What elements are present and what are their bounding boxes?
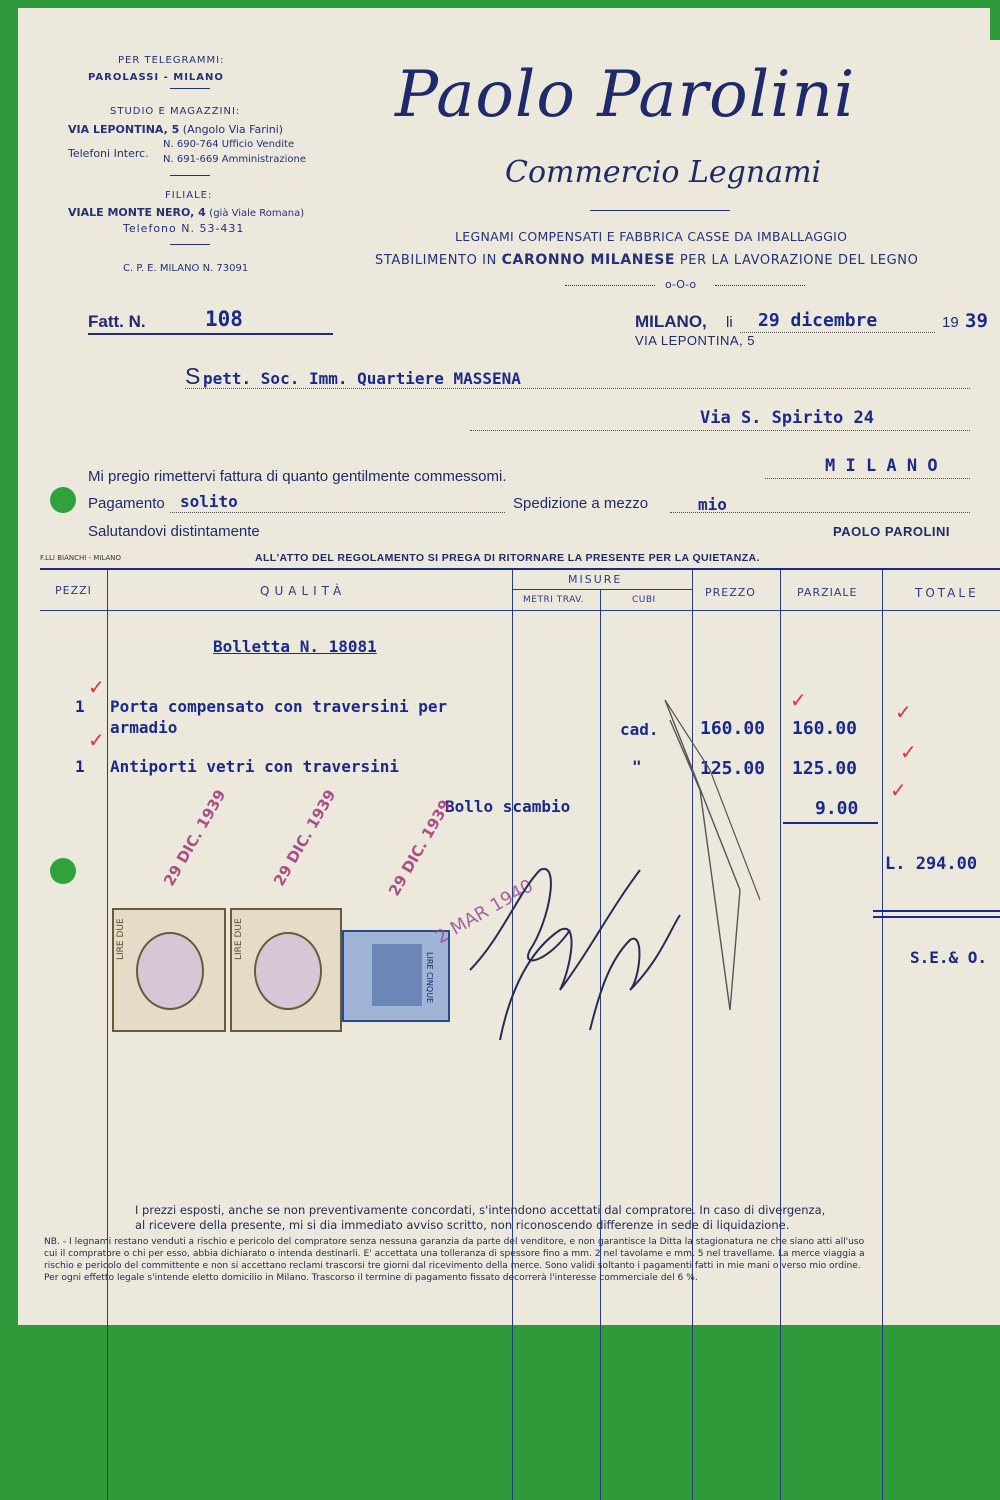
phones-label: Telefoni Interc. bbox=[68, 147, 149, 160]
footer-nb-1: NB. - I legnami restano venduti a rischio e pericolo del compratore senza nessuna garanzia da parte del venditore, e non garantisce la Ditta la stagionatura ne che siano atti all'uso bbox=[44, 1237, 865, 1247]
revenue-stamp-cinque bbox=[342, 930, 450, 1022]
phone-sales: N. 690-764 Ufficio Vendite bbox=[163, 139, 295, 150]
row-2-unit: " bbox=[632, 757, 642, 776]
col-sep-1 bbox=[107, 570, 108, 1500]
footer-nb-3: rischio e pericolo del committente e non si accettano reclami trascorsi tre giorni dal ricevimento della merce. Sono validi soltanto i pagamenti fatti in mie mani o verso mio ordine. bbox=[44, 1261, 861, 1271]
business-line-2-bold: CARONNO MILANESE bbox=[501, 252, 676, 268]
business-line-2-pre: STABILIMENTO IN bbox=[375, 253, 497, 268]
studio-corner: (Angolo Via Farini) bbox=[182, 123, 284, 136]
col-parziale: PARZIALE bbox=[797, 586, 858, 599]
street-line bbox=[470, 430, 970, 431]
row-1-desc: Porta compensato con traversini per bbox=[110, 697, 448, 716]
business-line-2-post: PER LA LAVORAZIONE DEL LEGNO bbox=[679, 253, 919, 268]
table-top-rule bbox=[40, 568, 1000, 570]
studio-label: STUDIO E MAGAZZINI: bbox=[110, 106, 241, 117]
col-cubi: CUBI bbox=[632, 595, 656, 605]
col-prezzo: PREZZO bbox=[705, 586, 756, 599]
year-suffix: 39 bbox=[965, 310, 988, 332]
stamp-value-label: LIRE DUE bbox=[116, 918, 126, 960]
misure-divider bbox=[512, 589, 692, 590]
cpe-number: C. P. E. MILANO N. 73091 bbox=[123, 263, 249, 274]
footer-nb-2: cui il compratore o chi per esso, abbia dichiarato o intenda destinarli. E' accettata una tolleranza di spessore fino a mm. 2 nel tavolame e mm. 5 nel travellame. La merce viaggia a bbox=[44, 1249, 865, 1259]
background-edge-top bbox=[0, 0, 1000, 8]
total-rule-1 bbox=[873, 910, 1000, 912]
telegram-value: PAROLASSI - MILANO bbox=[88, 72, 224, 83]
year-prefix: 19 bbox=[942, 314, 959, 331]
punch-hole-bottom bbox=[50, 858, 76, 884]
revenue-stamp-due-1 bbox=[112, 908, 226, 1032]
recipient-name: pett. Soc. Imm. Quartiere MASSENA bbox=[203, 369, 521, 388]
tick-icon: ✓ bbox=[890, 778, 907, 802]
recipient-prefix: S bbox=[185, 363, 201, 389]
bollo-label: Bollo scambio bbox=[445, 797, 571, 816]
col-totale: TOTALE bbox=[915, 586, 979, 600]
divider bbox=[170, 175, 210, 176]
header-bottom-rule bbox=[40, 610, 1000, 611]
fatt-number: 108 bbox=[205, 307, 243, 331]
filiale-phone: Telefono N. 53-431 bbox=[123, 222, 245, 235]
fatt-label: Fatt. N. bbox=[88, 312, 146, 331]
recipient-line bbox=[185, 388, 970, 389]
col-qualita: QUALITÀ bbox=[260, 584, 347, 598]
company-subtitle: Commercio Legnami bbox=[505, 155, 822, 190]
bollo-value: 9.00 bbox=[815, 798, 859, 819]
stamp-value-label: LIRE DUE bbox=[234, 918, 244, 960]
portrait-icon bbox=[254, 932, 322, 1010]
filiale-address: VIALE MONTE NERO, 4 bbox=[68, 206, 206, 219]
total-value: L. 294.00 bbox=[885, 854, 978, 874]
regolamento-note: ALL'ATTO DEL REGOLAMENTO SI PREGA DI RITORNARE LA PRESENTE PER LA QUIETANZA. bbox=[255, 552, 760, 564]
col-pezzi: PEZZI bbox=[55, 584, 92, 597]
signature-print: PAOLO PAROLINI bbox=[833, 524, 951, 539]
date-dotted-line bbox=[740, 332, 935, 333]
business-line-1: LEGNAMI COMPENSATI E FABBRICA CASSE DA IMBALLAGGIO bbox=[455, 229, 848, 244]
filiale-note: (già Viale Romana) bbox=[209, 208, 305, 219]
col-misure: MISURE bbox=[568, 573, 623, 586]
spedizione-label: Spedizione a mezzo bbox=[513, 495, 649, 512]
spedizione-value: mio bbox=[698, 495, 727, 514]
city-line bbox=[765, 478, 970, 479]
fatt-underline bbox=[88, 333, 333, 335]
row-1-price: 160.00 bbox=[700, 718, 766, 739]
filiale-label: FILIALE: bbox=[165, 190, 213, 201]
phone-admin: N. 691-669 Amministrazione bbox=[163, 154, 307, 165]
footer-nb-4: Per ogni effetto legale s'intende eletto domicilio in Milano. Trascorso il termine di pagamento fissato decorrerà l'interesse commerciale del 6 %. bbox=[44, 1273, 698, 1283]
row-1-partial: 160.00 bbox=[792, 718, 858, 739]
tick-icon: ✓ bbox=[895, 700, 912, 724]
row-1-unit: cad. bbox=[620, 720, 659, 739]
spedizione-line bbox=[670, 512, 970, 513]
row-2-qty: 1 bbox=[75, 757, 85, 776]
handwritten-signature bbox=[440, 690, 800, 1050]
row-1-qty: 1 bbox=[75, 697, 85, 716]
ornament-line bbox=[590, 210, 730, 211]
tick-icon: ✓ bbox=[88, 675, 105, 699]
background-edge-right bbox=[990, 0, 1000, 40]
quittance-stamp-date: 2 MAR 1940 bbox=[432, 875, 537, 949]
ornament-dots-left bbox=[565, 285, 655, 286]
stamp-value-label: LIRE CINQUE bbox=[425, 952, 434, 1004]
col-sep-6 bbox=[882, 570, 883, 1500]
pagamento-value: solito bbox=[180, 492, 238, 511]
tick-icon: ✓ bbox=[790, 688, 807, 712]
courtesy-line: Mi pregio rimettervi fattura di quanto gentilmente commessomi. bbox=[88, 468, 507, 485]
col-metri-trav: METRI TRAV. bbox=[523, 595, 585, 605]
divider bbox=[170, 244, 210, 245]
cancel-stamp-date: 29 DIC. 1939 bbox=[270, 786, 340, 889]
background-edge-left bbox=[0, 0, 18, 1325]
recipient-city: M I L A N O bbox=[825, 456, 938, 476]
city-label: MILANO, bbox=[635, 312, 707, 331]
ornament: o-O-o bbox=[665, 278, 697, 291]
li-label: li bbox=[726, 314, 733, 331]
cancel-stamp-date: 29 DIC. 1939 bbox=[385, 796, 455, 899]
footer-note-2: al ricevere della presente, mi si dia immediato avviso scritto, non riconoscendo differenze in sede di liquidazione. bbox=[135, 1218, 790, 1232]
company-name: Paolo Parolini bbox=[395, 58, 856, 132]
telegram-label: PER TELEGRAMMI: bbox=[118, 55, 225, 66]
row-2-price: 125.00 bbox=[700, 758, 766, 779]
saluti: Salutandovi distintamente bbox=[88, 523, 260, 540]
tick-icon: ✓ bbox=[88, 728, 105, 752]
printer-mark: F.LLI BIANCHI - MILANO bbox=[40, 554, 121, 562]
address-under-date: VIA LEPONTINA, 5 bbox=[635, 333, 755, 348]
recipient-street: Via S. Spirito 24 bbox=[700, 408, 874, 428]
studio-address: VIA LEPONTINA, 5 bbox=[68, 123, 180, 136]
se-o: S.E.& O. bbox=[910, 948, 988, 967]
row-1-desc-cont: armadio bbox=[110, 718, 178, 737]
invoice-date: 29 dicembre bbox=[758, 310, 878, 331]
portrait-icon bbox=[136, 932, 204, 1010]
cancel-stamp-date: 29 DIC. 1939 bbox=[160, 786, 230, 889]
portrait-icon bbox=[372, 944, 422, 1006]
punch-hole-top bbox=[50, 487, 76, 513]
bolletta-number: Bolletta N. 18081 bbox=[213, 637, 377, 656]
pagamento-line bbox=[170, 512, 505, 513]
footer-note-1: I prezzi esposti, anche se non preventivamente concordati, s'intendono accettati dal compratore. In caso di divergenza, bbox=[135, 1203, 826, 1217]
pagamento-label: Pagamento bbox=[88, 495, 165, 512]
row-2-partial: 125.00 bbox=[792, 758, 858, 779]
ornament-dots-right bbox=[715, 285, 805, 286]
divider bbox=[170, 88, 210, 89]
tick-icon: ✓ bbox=[900, 740, 917, 764]
total-rule-2 bbox=[873, 916, 1000, 918]
row-2-desc: Antiporti vetri con traversini bbox=[110, 757, 399, 776]
revenue-stamp-due-2 bbox=[230, 908, 342, 1032]
